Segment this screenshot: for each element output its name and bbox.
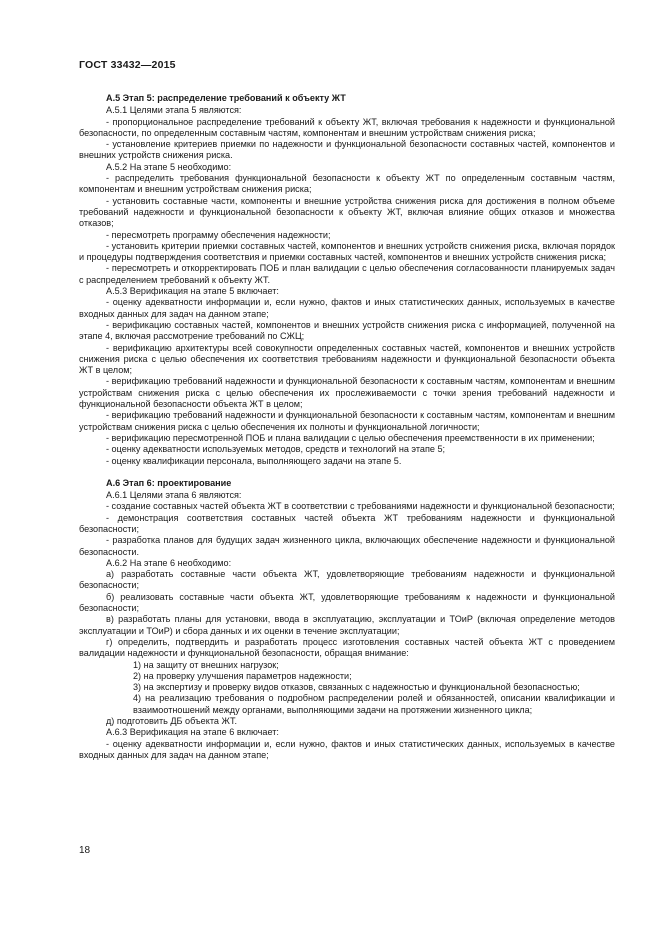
list-item: - пересмотреть и откорректировать ПОБ и план валидации с целью обеспечения согласованности планируемых задач с распределением требований к объекту ЖТ. — [79, 263, 615, 285]
clause-a5-2-title: А.5.2 На этапе 5 необходимо: — [106, 161, 232, 172]
list-item: д) подготовить ДБ объекта ЖТ. — [106, 716, 238, 727]
list-item: - демонстрация соответствия составных частей объекта ЖТ требованиям надежности и функциональной безопасности; — [79, 512, 615, 534]
list-item: в) разработать планы для установки, ввода в эксплуатацию, эксплуатации и ТОиР (включая определение методов эксплуатации и ТОиР) и сбора данных и их оценки в течение эксплуатации; — [79, 614, 615, 636]
section-heading-a6: А.6 Этап 6: проектирование — [106, 477, 232, 488]
clause-a6-3-title: А.6.3 Верификация на этапе 6 включает: — [106, 727, 279, 738]
list-item: - создание составных частей объекта ЖТ в соответствии с требованиями надежности и функциональной безопасности; — [106, 501, 615, 512]
list-item: - верификацию требований надежности и функциональной безопасности к составным частям, компонентам и внешним устройствам снижения риска с целью обеспечения их полноты и функциональной логичности; — [79, 410, 615, 432]
sub-list-item: 3) на экспертизу и проверку видов отказов, связанных с надежностью и функциональной безопасностью; — [133, 682, 580, 693]
list-item: - оценку квалификации персонала, выполняющего задачи на этапе 5. — [106, 455, 402, 466]
list-item: - распределить требования функциональной безопасности к объекту ЖТ по определенным составным частям, компонентам и внешним устройствам снижения риска; — [79, 173, 615, 195]
list-item: - установить составные части, компоненты и внешние устройства снижения риска для достижения в полном объеме требований надежности и функциональной безопасности к объекту ЖТ, включая влияние общих отказов и множества отказов; — [79, 195, 615, 229]
document-code: ГОСТ 33432—2015 — [79, 59, 176, 71]
list-item: - установление критериев приемки по надежности и функциональной безопасности составных частей, компонентов и внешних устройств снижения риска. — [79, 139, 615, 161]
list-item: - верификацию составных частей, компонентов и внешних устройств снижения риска с информацией, полученной на этапе 4, включая рассмотрение требований по СЖЦ; — [79, 319, 615, 342]
list-item: - оценку адекватности используемых методов, средств и технологий на этапе 5; — [106, 444, 446, 455]
sub-list-item: 2) на проверку улучшения параметров надежности; — [133, 670, 352, 681]
clause-a6-1-title: А.6.1 Целями этапа 6 являются: — [106, 490, 242, 501]
clause-a5-3-title: А.5.3 Верификация на этапе 5 включает: — [106, 286, 279, 297]
clause-a5-1-title: А.5.1 Целями этапа 5 являются: — [106, 105, 242, 116]
clause-a6-2-title: А.6.2 На этапе 6 необходимо: — [106, 557, 232, 568]
list-item: - верификацию архитектуры всей совокупности определенных составных частей, компонентов и внешних устройств снижения риска с целью обеспечения их соответствия требованиям надежности и функциональной безопасности объекта ЖТ в целом; — [79, 342, 615, 376]
list-item: - оценку адекватности информации и, если нужно, фактов и иных статистических данных, используемых в качестве входных данных для задач на данном этапе; — [79, 297, 615, 319]
section-heading-a5: А.5 Этап 5: распределение требований к объекту ЖТ — [106, 93, 346, 103]
list-item: б) реализовать составные части объекта ЖТ, удовлетворяющие требованиям к надежности и функциональной безопасности; — [79, 591, 615, 614]
document-body — [79, 93, 615, 761]
list-item: г) определить, подтвердить и разработать процесс изготовления составных частей объекта ЖТ с проведением валидации надежности и функциональной безопасности, обращая внимание: — [79, 636, 615, 659]
list-item: а) разработать составные части объекта ЖТ, удовлетворяющие требованиям надежности и функциональной безопасности; — [79, 569, 615, 591]
list-item: - оценку адекватности информации и, если нужно, фактов и иных статистических данных, используемых в качестве входных данных для задач на данном этапе; — [79, 738, 615, 760]
list-item: - установить критерии приемки составных частей, компонентов и внешних устройств снижения риска, включая порядок и процедуры подтверждения соответствия и приемки составных частей, компонентов и внешних устройств снижения риска; — [79, 240, 615, 263]
list-item: - пересмотреть программу обеспечения надежности; — [106, 229, 331, 240]
list-item: - разработка планов для будущих задач жизненного цикла, включающих обеспечение надежности и функциональной безопасности. — [79, 535, 615, 557]
list-item: - пропорциональное распределение требований к объекту ЖТ, включая требования к надежности и функциональной безопасности, по определенным составным частям, компонентам и внешним устройствам снижения риска; — [79, 116, 615, 138]
list-item: - верификацию пересмотренной ПОБ и плана валидации с целью обеспечения преемственности в их применении; — [106, 432, 595, 443]
list-item: - верификацию требований надежности и функциональной безопасности к составным частям, компонентам и внешним устройствам снижения риска с целью обеспечения их прослеживаемости с точки зрения требований надежности и функциональной безопасности объекта ЖТ в целом; — [79, 376, 615, 410]
sub-list-item: 4) на реализацию требования о подробном распределении ролей и обязанностей, описании квалификации и взаимоотношений между органами, выполняющими задачи на протяжении жизненного цикла; — [133, 693, 615, 715]
sub-list-item: 1) на защиту от внешних нагрузок; — [133, 659, 279, 670]
page-number: 18 — [79, 845, 91, 856]
